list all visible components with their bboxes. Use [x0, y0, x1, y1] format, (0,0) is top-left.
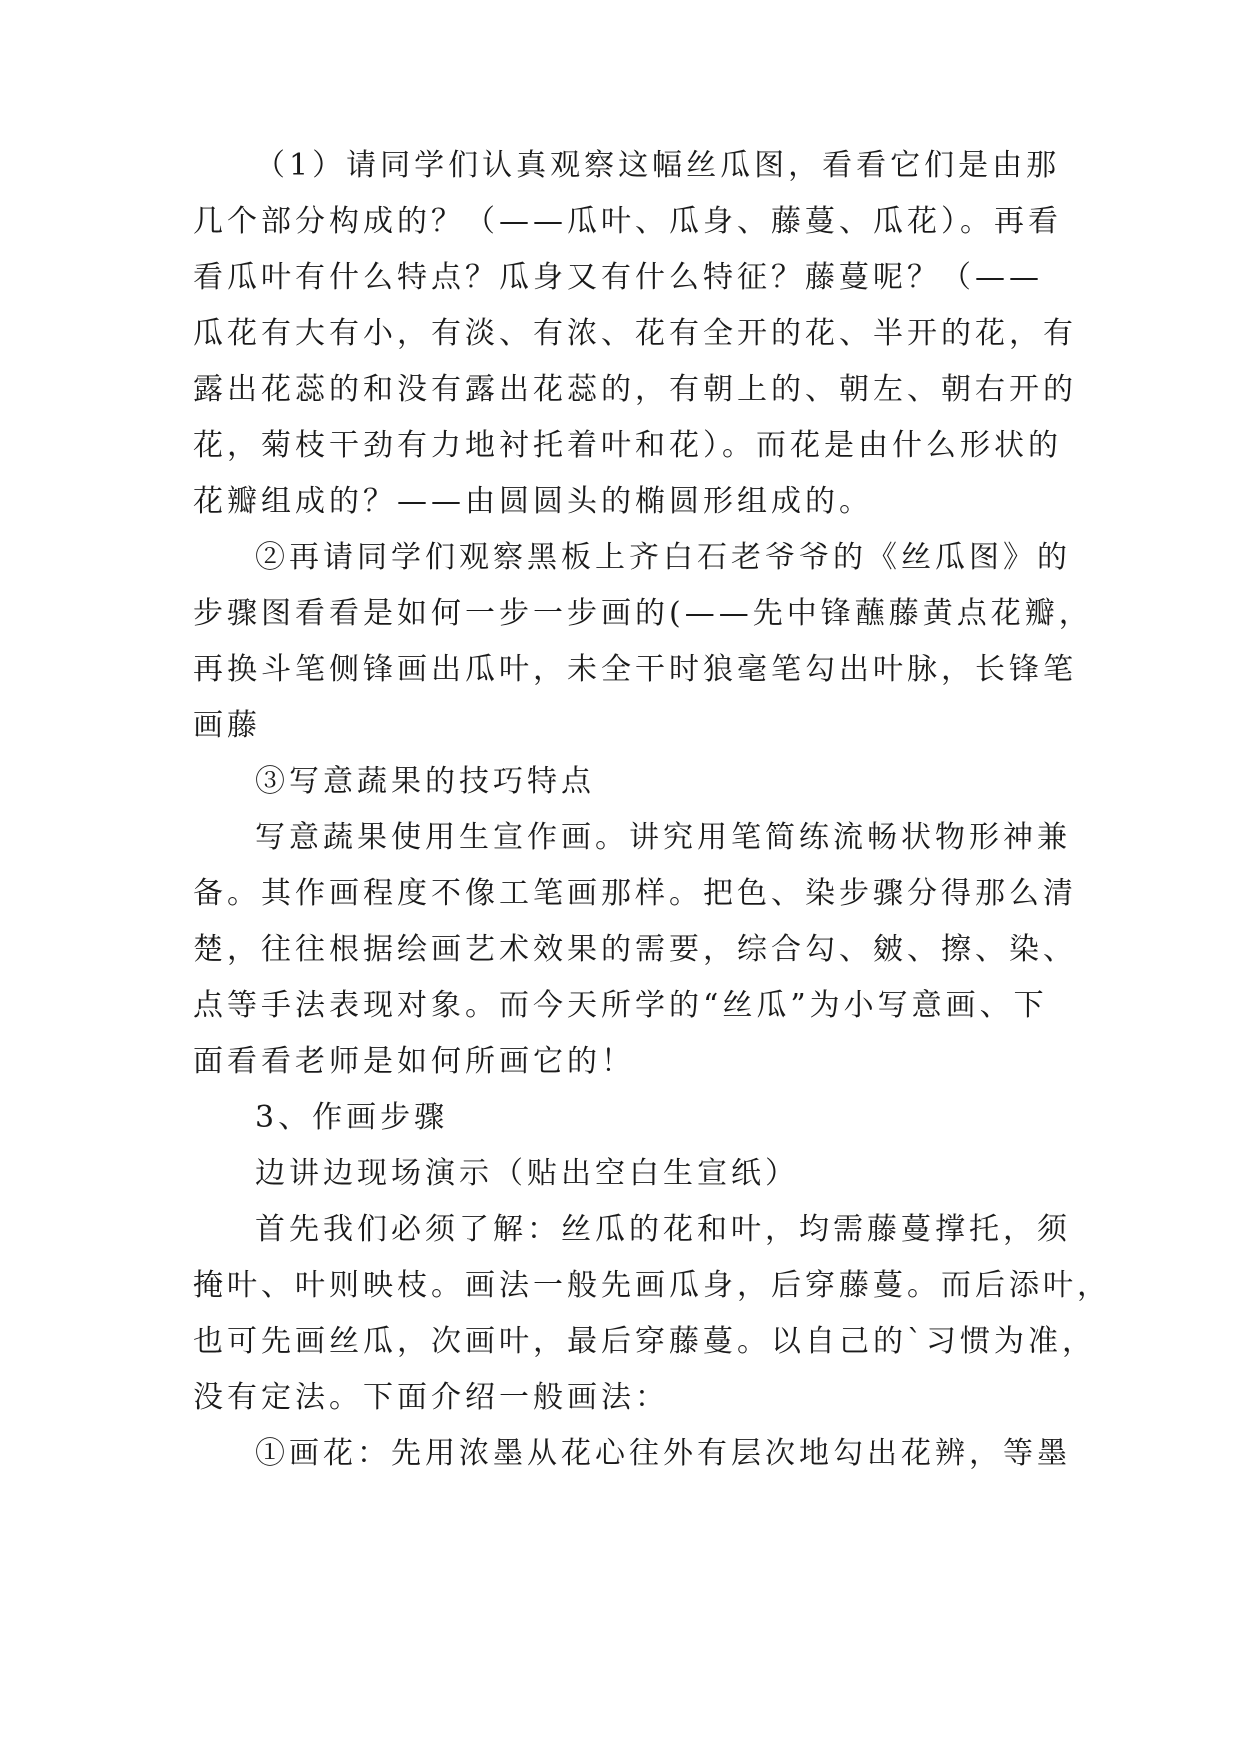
- paragraph-7-line-4: 没有定法。下面介绍一般画法：: [193, 1380, 669, 1415]
- paragraph-1-line-4: 瓜花有大有小，有淡、有浓、花有全开的花、半开的花，有: [193, 316, 1077, 351]
- paragraph-2-line-3: 再换斗笔侧锋画出瓜叶，未全干时狼毫笔勾出叶脉，长锋笔: [193, 652, 1077, 687]
- paragraph-4-line-1: 写意蔬果使用生宣作画。讲究用笔简练流畅状物形神兼: [255, 820, 1071, 855]
- paragraph-1-line-6: 花，菊枝干劲有力地衬托着叶和花）。而花是由什么形状的: [193, 428, 1062, 463]
- paragraph-2-line-1: ②再请同学们观察黑板上齐白石老爷爷的《丝瓜图》的: [255, 540, 1071, 575]
- paragraph-1-line-1: （1）请同学们认真观察这幅丝瓜图，看看它们是由那: [255, 148, 1061, 183]
- paragraph-4-line-4: 点等手法表现对象。而今天所学的“丝瓜”为小写意画、下: [193, 988, 1048, 1023]
- paragraph-4-line-5: 面看看老师是如何所画它的！: [193, 1044, 635, 1079]
- section-heading-steps: 3、作画步骤: [255, 1100, 449, 1135]
- paragraph-4-line-2: 备。其作画程度不像工笔画那样。把色、染步骤分得那么清: [193, 876, 1077, 911]
- paragraph-1-line-5: 露出花蕊的和没有露出花蕊的，有朝上的、朝左、朝右开的: [193, 372, 1077, 407]
- paragraph-6-line-1: 边讲边现场演示（贴出空白生宣纸）: [255, 1156, 799, 1191]
- paragraph-2-line-2: 步骤图看看是如何一步一步画的(——先中锋蘸藤黄点花瓣，: [193, 596, 1093, 631]
- paragraph-2-line-4: 画藤: [193, 708, 261, 743]
- paragraph-8-line-1: ①画花：先用浓墨从花心往外有层次地勾出花辨，等墨: [255, 1436, 1071, 1471]
- paragraph-3-line-1: ③写意蔬果的技巧特点: [255, 764, 595, 799]
- paragraph-1-line-3: 看瓜叶有什么特点？瓜身又有什么特征？藤蔓呢？（——: [193, 260, 1043, 295]
- paragraph-7-line-3: 也可先画丝瓜，次画叶，最后穿藤蔓。以自己的`习惯为准，: [193, 1324, 1096, 1359]
- paragraph-1-line-7: 花瓣组成的？——由圆圆头的椭圆形组成的。: [193, 484, 873, 519]
- paragraph-7-line-2: 掩叶、叶则映枝。画法一般先画瓜身，后穿藤蔓。而后添叶，: [193, 1268, 1111, 1303]
- paragraph-1-line-2: 几个部分构成的？（——瓜叶、瓜身、藤蔓、瓜花）。再看: [193, 204, 1062, 239]
- paragraph-7-line-1: 首先我们必须了解：丝瓜的花和叶，均需藤蔓撑托，须: [255, 1212, 1071, 1247]
- paragraph-4-line-3: 楚，往往根据绘画艺术效果的需要，综合勾、皴、擦、染、: [193, 932, 1077, 967]
